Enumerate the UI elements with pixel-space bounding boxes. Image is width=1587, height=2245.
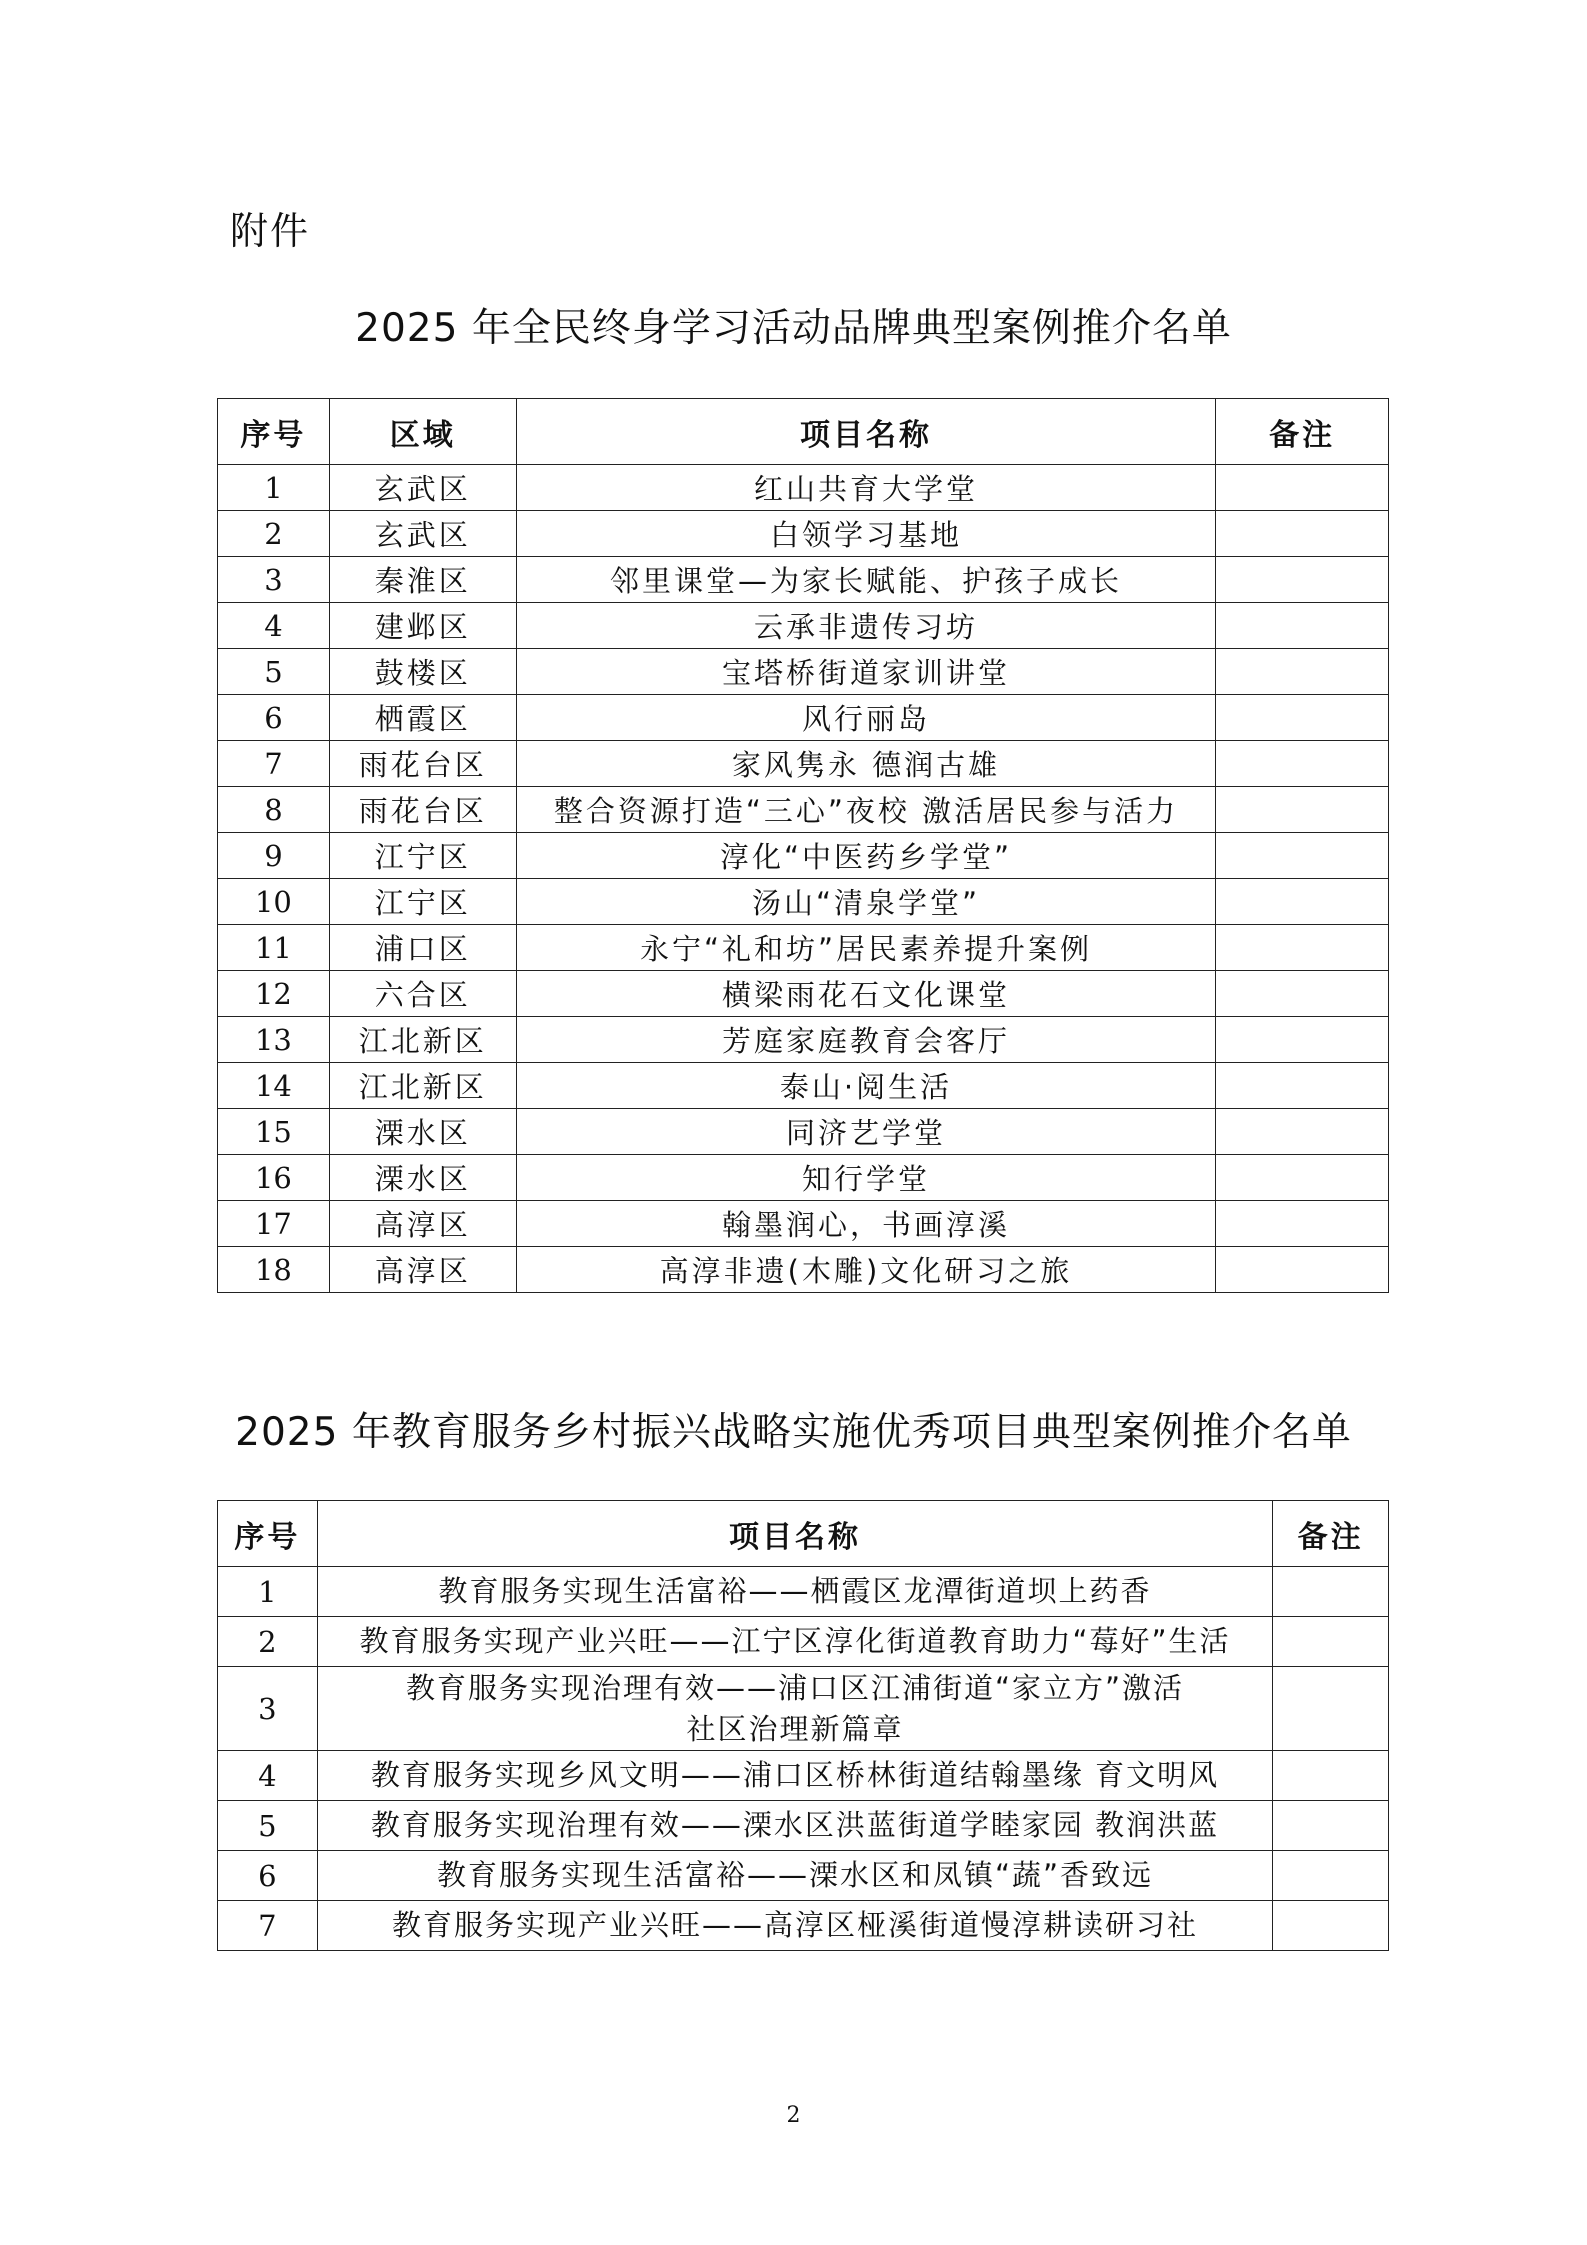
header-area: 区域: [329, 399, 516, 465]
row-note: [1273, 1567, 1389, 1617]
row-project-name: 教育服务实现乡风文明——浦口区桥林街道结翰墨缘 育文明风: [317, 1751, 1272, 1801]
table-row: [218, 1751, 1389, 1801]
row-note: [1216, 1247, 1389, 1293]
row-project-name: 云承非遗传习坊: [516, 603, 1216, 649]
row-area: 江北新区: [329, 1063, 516, 1109]
table-row: [218, 649, 1389, 695]
row-index: 6: [218, 695, 330, 741]
row-index: 2: [218, 511, 330, 557]
row-area: 鼓楼区: [329, 649, 516, 695]
table-row: [218, 511, 1389, 557]
table-row: [218, 741, 1389, 787]
row-note: [1216, 741, 1389, 787]
row-index: 4: [218, 1751, 318, 1801]
table-row: [218, 1567, 1389, 1617]
row-index: 7: [218, 741, 330, 787]
header-project-name: 项目名称: [516, 399, 1216, 465]
page-number: 2: [786, 2103, 801, 2128]
row-area: 六合区: [329, 971, 516, 1017]
table-row: [218, 1063, 1389, 1109]
header-index: 序号: [218, 1501, 318, 1567]
row-project-name: 教育服务实现产业兴旺——江宁区淳化街道教育助力“莓好”生活: [317, 1617, 1272, 1667]
row-index: 9: [218, 833, 330, 879]
row-note: [1216, 465, 1389, 511]
row-note: [1216, 1201, 1389, 1247]
row-note: [1216, 1063, 1389, 1109]
row-project-name: 教育服务实现生活富裕——栖霞区龙潭街道坝上药香: [317, 1567, 1272, 1617]
row-project-name: 高淳非遗(木雕)文化研习之旅: [516, 1247, 1216, 1293]
row-note: [1216, 695, 1389, 741]
row-index: 15: [218, 1109, 330, 1155]
row-area: 浦口区: [329, 925, 516, 971]
row-index: 13: [218, 1017, 330, 1063]
row-project-name: 整合资源打造“三心”夜校 激活居民参与活力: [516, 787, 1216, 833]
row-note: [1216, 1017, 1389, 1063]
attachment-label: 附件: [230, 209, 311, 253]
row-project-name: 翰墨润心，书画淳溪: [516, 1201, 1216, 1247]
row-project-name: 知行学堂: [516, 1155, 1216, 1201]
header-index: 序号: [218, 399, 330, 465]
table-row: [218, 1667, 1389, 1751]
table-row: [218, 1017, 1389, 1063]
table-row: [218, 787, 1389, 833]
row-note: [1273, 1801, 1389, 1851]
lifelong-learning-table: [217, 398, 1389, 1293]
row-note: [1273, 1851, 1389, 1901]
row-project-name: 邻里课堂—为家长赋能、护孩子成长: [516, 557, 1216, 603]
header-note: 备注: [1216, 399, 1389, 465]
row-note: [1216, 879, 1389, 925]
table-row: [218, 465, 1389, 511]
row-area: 江北新区: [329, 1017, 516, 1063]
row-area: 建邺区: [329, 603, 516, 649]
header-note: 备注: [1273, 1501, 1389, 1567]
row-area: 高淳区: [329, 1201, 516, 1247]
row-area: 江宁区: [329, 833, 516, 879]
row-note: [1216, 1155, 1389, 1201]
row-note: [1216, 787, 1389, 833]
row-note: [1216, 833, 1389, 879]
row-project-name: 白领学习基地: [516, 511, 1216, 557]
table-row: [218, 925, 1389, 971]
row-project-name: 泰山·阅生活: [516, 1063, 1216, 1109]
table1-title: 2025 年全民终身学习活动品牌典型案例推介名单: [355, 306, 1232, 351]
row-area: 高淳区: [329, 1247, 516, 1293]
row-index: 18: [218, 1247, 330, 1293]
table-row: [218, 695, 1389, 741]
row-project-name: 淳化“中医药乡学堂”: [516, 833, 1216, 879]
row-area: 雨花台区: [329, 741, 516, 787]
row-index: 3: [218, 1667, 318, 1751]
row-note: [1273, 1617, 1389, 1667]
table1-header-row: [218, 399, 1389, 465]
row-note: [1216, 603, 1389, 649]
table-row: [218, 879, 1389, 925]
row-area: 雨花台区: [329, 787, 516, 833]
table-row: [218, 1155, 1389, 1201]
row-area: 玄武区: [329, 511, 516, 557]
row-index: 5: [218, 649, 330, 695]
row-note: [1216, 971, 1389, 1017]
row-index: 14: [218, 1063, 330, 1109]
row-area: 江宁区: [329, 879, 516, 925]
row-note: [1216, 557, 1389, 603]
table-row: [218, 833, 1389, 879]
row-note: [1273, 1667, 1389, 1751]
row-project-name: 教育服务实现产业兴旺——高淳区桠溪街道慢淳耕读研习社: [317, 1901, 1272, 1951]
row-project-name: 教育服务实现治理有效——溧水区洪蓝街道学睦家园 教润洪蓝: [317, 1801, 1272, 1851]
rural-revitalization-table: [217, 1500, 1389, 1951]
table-row: [218, 1901, 1389, 1951]
table-row: [218, 603, 1389, 649]
row-index: 3: [218, 557, 330, 603]
row-project-name: 永宁“礼和坊”居民素养提升案例: [516, 925, 1216, 971]
row-note: [1273, 1901, 1389, 1951]
row-project-name-line-1: 教育服务实现治理有效——浦口区江浦街道“家立方”激活: [406, 1670, 1185, 1705]
row-index: 10: [218, 879, 330, 925]
row-area: 栖霞区: [329, 695, 516, 741]
row-project-name: 横梁雨花石文化课堂: [516, 971, 1216, 1017]
row-area: 秦淮区: [329, 557, 516, 603]
row-note: [1273, 1751, 1389, 1801]
table-row: [218, 1247, 1389, 1293]
row-project-name: 同济艺学堂: [516, 1109, 1216, 1155]
table-row: [218, 1109, 1389, 1155]
row-project-name: 汤山“清泉学堂”: [516, 879, 1216, 925]
table-row: [218, 1801, 1389, 1851]
row-area: 溧水区: [329, 1155, 516, 1201]
row-index: 2: [218, 1617, 318, 1667]
row-index: 6: [218, 1851, 318, 1901]
row-project-name: 红山共育大学堂: [516, 465, 1216, 511]
table2-title: 2025 年教育服务乡村振兴战略实施优秀项目典型案例推介名单: [235, 1410, 1352, 1455]
row-index: 11: [218, 925, 330, 971]
row-index: 1: [218, 1567, 318, 1617]
row-area: 玄武区: [329, 465, 516, 511]
row-project-name: [317, 1667, 1272, 1751]
row-note: [1216, 649, 1389, 695]
row-index: 12: [218, 971, 330, 1017]
table-row: [218, 557, 1389, 603]
row-index: 1: [218, 465, 330, 511]
row-index: 4: [218, 603, 330, 649]
row-index: 5: [218, 1801, 318, 1851]
header-project-name: 项目名称: [317, 1501, 1272, 1567]
table2-header-row: [218, 1501, 1389, 1567]
row-note: [1216, 511, 1389, 557]
row-project-name: 宝塔桥街道家训讲堂: [516, 649, 1216, 695]
row-project-name: 教育服务实现生活富裕——溧水区和凤镇“蔬”香致远: [317, 1851, 1272, 1901]
table-row: [218, 971, 1389, 1017]
row-project-name: 风行丽岛: [516, 695, 1216, 741]
row-index: 17: [218, 1201, 330, 1247]
table-row: [218, 1617, 1389, 1667]
table-row: [218, 1851, 1389, 1901]
row-note: [1216, 1109, 1389, 1155]
row-project-name-line-2: 社区治理新篇章: [686, 1711, 904, 1746]
row-project-name: 家风隽永 德润古雄: [516, 741, 1216, 787]
row-index: 16: [218, 1155, 330, 1201]
row-index: 8: [218, 787, 330, 833]
row-project-name: 芳庭家庭教育会客厅: [516, 1017, 1216, 1063]
table-row: [218, 1201, 1389, 1247]
row-area: 溧水区: [329, 1109, 516, 1155]
row-index: 7: [218, 1901, 318, 1951]
row-note: [1216, 925, 1389, 971]
